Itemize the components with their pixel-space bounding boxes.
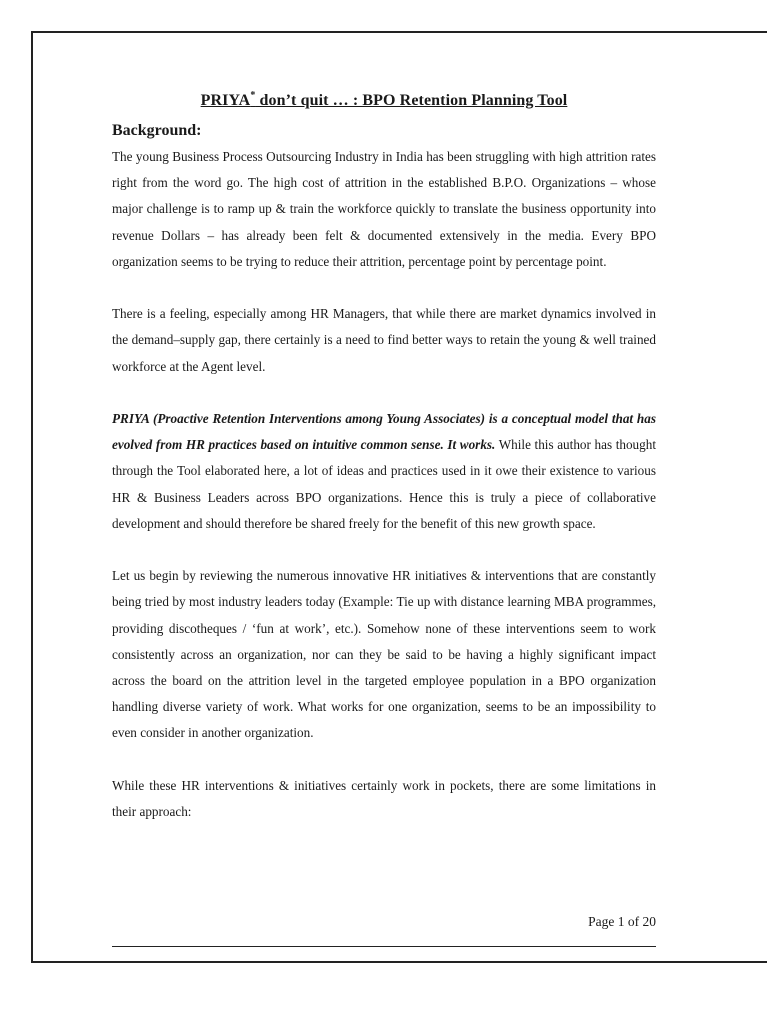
title-rest: don’t quit … : BPO Retention Planning Tool [255,92,568,109]
paragraph-priya-definition [112,406,656,537]
document-body [112,88,656,825]
page-number: Page 1 of 20 [588,914,656,929]
footer-divider [112,946,656,947]
paragraph-hr-initiatives: Let us begin by reviewing the numerous innovative HR initiatives & interventions that are constantly being tried by most industry leaders today (Example: Tie up with distance learning MBA programmes, providing discotheques / ‘fun at work’, etc.). Somehow none of these interventions seem to work consistently across an organization, nor can they be said to be having a highly significant impact across the board on the attrition level in the targeted employee population in a BPO organization handling diverse variety of work. What works for one organization, seems to be an impossibility to even consider in another organization. [112,568,656,741]
section-heading-background: Background: [112,122,202,139]
paragraph-limitations: While these HR interventions & initiatives certainly work in pockets, there are some limitations in their approach: [112,777,656,820]
priya-definition-emphasis: PRIYA (Proactive Retention Interventions among Young Associates) is a conceptual model that has evolved from HR practices based on intuitive common sense. It works. [112,411,656,453]
title-acronym: PRIYA [200,92,251,109]
document-title [112,88,656,114]
priya-definition-body: While this author has thought through the Tool elaborated here, a lot of ideas and practices used in it owe their existence to various HR & Business Leaders across BPO organizations. Hence this is truly a piece of collaborative development and should therefore be shared freely for the benefit of this new growth space. [112,437,656,531]
paragraph-hr-managers: There is a feeling, especially among HR Managers, that while there are market dynamics involved in the demand–supply gap, there certainly is a need to find better ways to retain the young & well trained workforce at the Agent level. [112,306,656,374]
title-footnote-marker: * [250,90,256,101]
paragraph-attrition-intro: The young Business Process Outsourcing Industry in India has been struggling with high attrition rates right from the word go. The high cost of attrition in the established B.P.O. Organizations – whose major challenge is to ramp up & train the workforce quickly to translate the business opportunity into revenue Dollars – has already been felt & documented extensively in the media. Every BPO organization seems to be trying to reduce their attrition, percentage point by percentage point. [112,149,656,269]
